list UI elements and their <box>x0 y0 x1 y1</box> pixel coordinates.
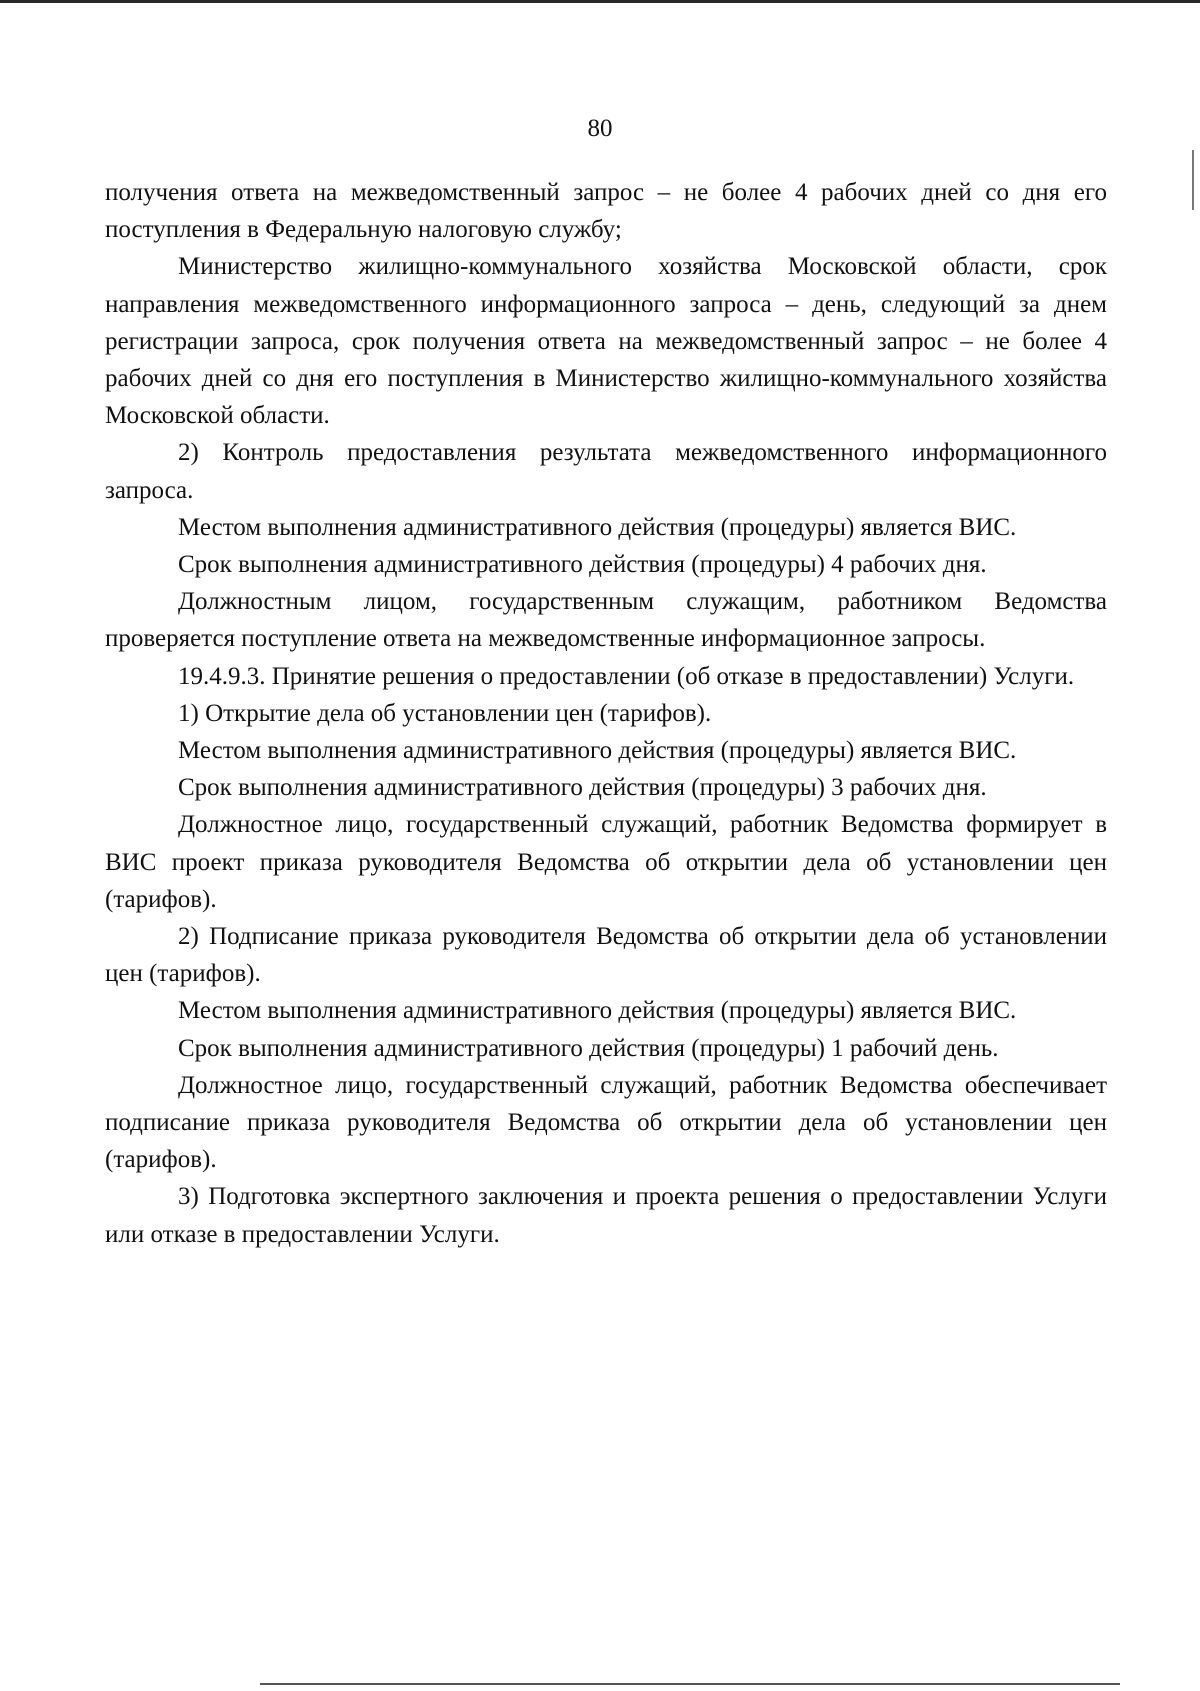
paragraph: Срок выполнения административного действия (процедуры) 1 рабочий день. <box>178 1034 999 1062</box>
paragraph: 1) Открытие дела об установлении цен (тарифов). <box>178 699 712 727</box>
paragraph: 3) Подготовка экспертного заключения и проекта решения о предоставлении Услуги или отказе в предоставлении Услуги. <box>105 1183 1107 1248</box>
paragraph: 2) Подписание приказа руководителя Ведомства об открытии дела об установлении цен (тарифов). <box>105 923 1107 988</box>
page-number: 80 <box>587 115 613 142</box>
scan-edge-bottom <box>260 1683 1120 1685</box>
paragraph: Срок выполнения административного действия (процедуры) 3 рабочих дня. <box>178 774 987 802</box>
scan-edge-top <box>0 0 1200 3</box>
section-heading: 19.4.9.3. Принятие решения о предоставлении (об отказе в предоставлении) Услуги. <box>178 662 1075 690</box>
paragraph: получения ответа на межведомственный запрос – не более 4 рабочих дней со дня его поступления в Федеральную налоговую службу; <box>105 179 1107 244</box>
paragraph: Должностное лицо, государственный служащий, работник Ведомства формирует в ВИС проект приказа руководителя Ведомства об открытии дела об установлении цен (тарифов). <box>105 811 1107 913</box>
paragraph: Должностное лицо, государственный служащий, работник Ведомства обеспечивает подписание приказа руководителя Ведомства об открытии дела об установлении цен (тарифов). <box>105 1071 1107 1174</box>
document-body <box>105 174 1107 1253</box>
paragraph: Должностным лицом, государственным служащим, работником Ведомства проверяется поступление ответа на межведомственные информационное запросы. <box>105 588 1107 653</box>
paragraph: 2) Контроль предоставления результата межведомственного информационного запроса. <box>105 439 1107 504</box>
paragraph: Срок выполнения административного действия (процедуры) 4 рабочих дня. <box>178 551 987 579</box>
paragraph: Местом выполнения административного действия (процедуры) является ВИС. <box>178 737 1017 765</box>
paragraph: Местом выполнения административного действия (процедуры) является ВИС. <box>178 513 1017 541</box>
paragraph: Министерство жилищно-коммунального хозяйства Московской области, срок направления межведомственного информационного запроса – день, следующий за днем регистрации запроса, срок получения ответа на межведомственный запрос – не более 4 рабочих дней со дня его поступления в Министерство жилищно-коммунального хозяйства Московской области. <box>105 253 1107 430</box>
paragraph: Местом выполнения административного действия (процедуры) является ВИС. <box>178 997 1017 1025</box>
scan-edge-right <box>1192 150 1194 210</box>
